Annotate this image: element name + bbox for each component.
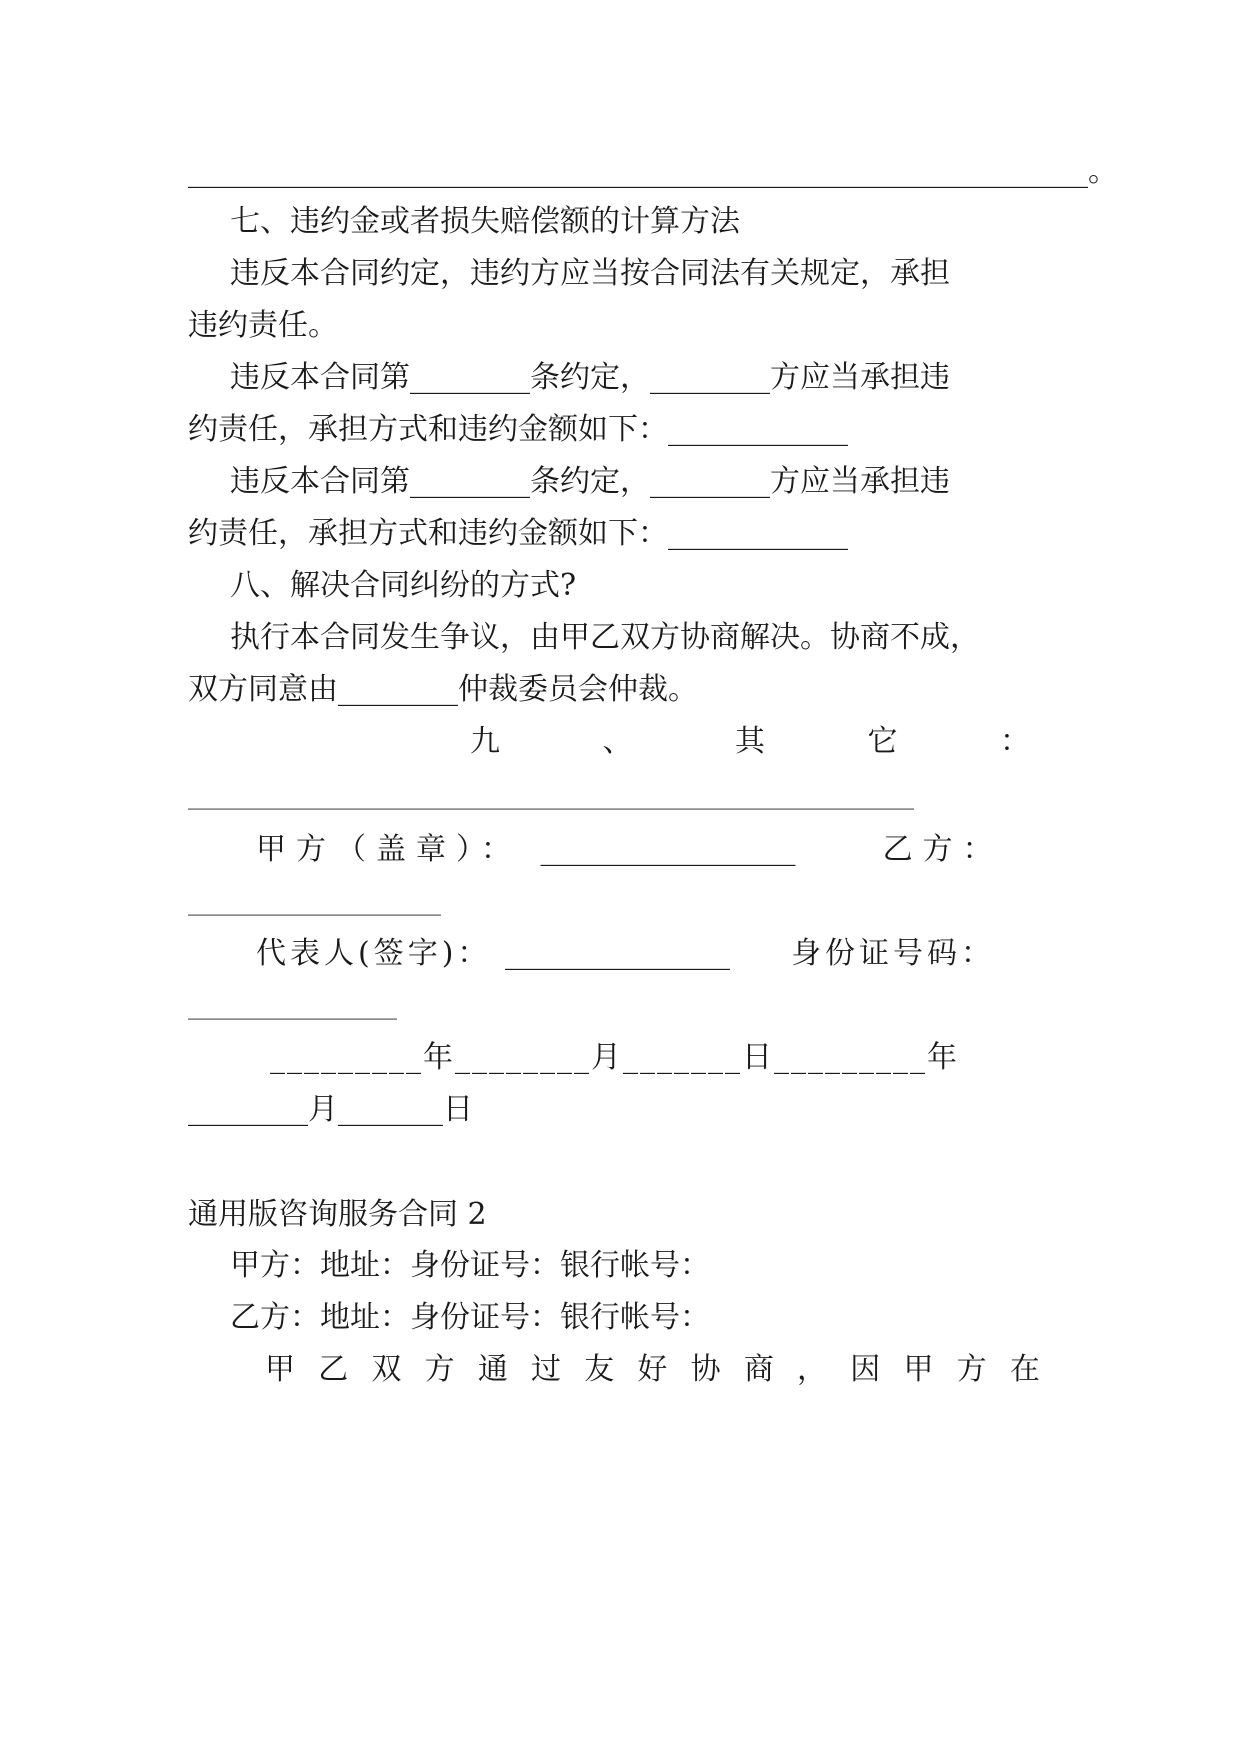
section-9-heading: 九 、 其 它 ： <box>470 724 1030 759</box>
paragraph-line: 约责任，承担方式和违约金额如下：____________ <box>188 412 848 447</box>
representative-blank: _______________ <box>504 936 730 971</box>
id-number-label: 身份证号码： <box>791 936 996 971</box>
party-a-label: 甲方（盖章）： <box>256 832 521 867</box>
blank-line-1: ____________________________________________________________。 <box>188 154 1118 189</box>
paragraph-line-spaced: 甲 乙 双 方 通 过 友 好 协 商 ， 因 甲 方 在 <box>265 1352 1040 1387</box>
section-7-heading: 七、违约金或者损失赔偿额的计算方法 <box>230 204 740 239</box>
representative-row <box>256 934 1056 974</box>
section-8-heading: 八、解决合同纠纷的方式? <box>230 568 577 603</box>
party-a-info: 甲方：地址：身份证号：银行帐号： <box>230 1248 710 1283</box>
contract-2-title: 通用版咨询服务合同 2 <box>188 1197 487 1232</box>
signature-party-row <box>256 830 1056 870</box>
date-row: _________年________月_______日_________年 <box>270 1040 959 1075</box>
party-b-info: 乙方：地址：身份证号：银行帐号： <box>230 1300 710 1335</box>
paragraph-line: 双方同意由________仲裁委员会仲裁。 <box>188 672 698 707</box>
representative-label: 代表人(签字)： <box>256 936 492 971</box>
id-number-blank: ___________________ <box>188 995 397 1020</box>
paragraph-line: 违反本合同第________条约定，________方应当承担违 <box>230 464 950 499</box>
blank-line-other: __________________________________________________________________ <box>188 785 914 810</box>
paragraph-line: 违反本合同第________条约定，________方应当承担违 <box>230 360 950 395</box>
paragraph-line: 违反本合同约定，违约方应当按合同法有关规定，承担 <box>230 256 950 291</box>
paragraph-line: 执行本合同发生争议，由甲乙双方协商解决。协商不成， <box>230 620 980 655</box>
paragraph-line: 违约责任。 <box>188 308 338 343</box>
party-a-blank: _________________ <box>540 832 796 867</box>
party-b-label: 乙方： <box>882 832 1003 867</box>
paragraph-line: 约责任，承担方式和违约金额如下：____________ <box>188 516 848 551</box>
date-row-continued: ________月_______日 <box>188 1092 473 1127</box>
party-b-blank: _______________________ <box>188 891 441 916</box>
